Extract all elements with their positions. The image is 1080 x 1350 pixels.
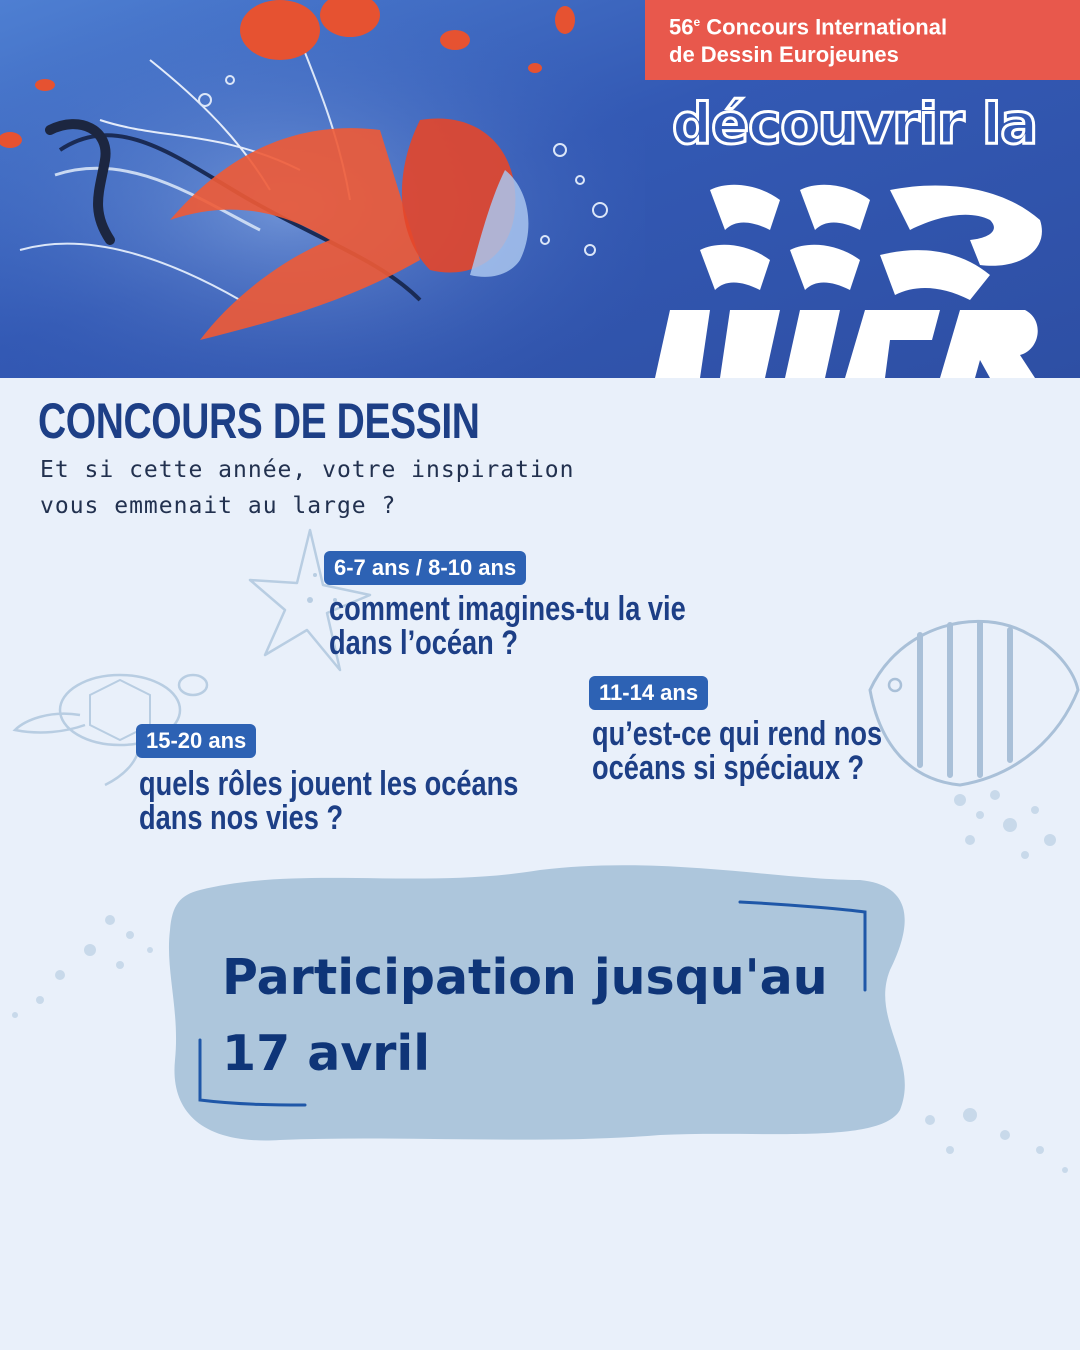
age-tag-6-10: 6-7 ans / 8-10 ans: [324, 551, 526, 585]
age-tag-15-20: 15-20 ans: [136, 724, 256, 758]
bubbles-decoration-left: [0, 900, 180, 1030]
page-title: CONCOURS DE DESSIN: [38, 393, 480, 449]
question-15-20: [139, 767, 518, 835]
deadline-line2: 17 avril: [222, 1025, 431, 1082]
theme-prefix: découvrir la: [672, 92, 1038, 157]
page-subtitle: Et si cette année, votre inspiration vous emmenait au large ?: [40, 457, 575, 519]
edition-number: 56: [669, 14, 694, 40]
question-11-14-line1: qu’est-ce qui rend nos: [592, 715, 883, 753]
question-11-14-line2: océans si spéciaux ?: [592, 749, 865, 787]
mer-wordmark: [640, 160, 1080, 378]
question-6-10-line1: comment imagines-tu la vie: [329, 590, 686, 628]
question-15-20-line1: quels rôles jouent les océans: [139, 765, 519, 803]
mermaid-illustration: [0, 0, 645, 378]
question-6-10-line2: dans l’océan ?: [329, 624, 518, 662]
hero-banner: [0, 0, 1080, 378]
contest-name-line1: Concours International: [700, 14, 948, 40]
edition-suffix: e: [693, 15, 701, 29]
contest-badge: [645, 0, 1080, 80]
contest-name-line2: de Dessin Eurojeunes: [669, 42, 899, 68]
fish-icon: [860, 595, 1080, 805]
question-11-14: [592, 717, 882, 785]
bubbles-decoration-right: [940, 780, 1080, 870]
deadline-line1: Participation jusqu'au: [222, 949, 828, 1006]
question-15-20-line2: dans nos vies ?: [139, 799, 344, 837]
deadline-text: [222, 940, 862, 1092]
question-6-10: [329, 592, 686, 660]
age-tag-11-14: 11-14 ans: [589, 676, 708, 710]
